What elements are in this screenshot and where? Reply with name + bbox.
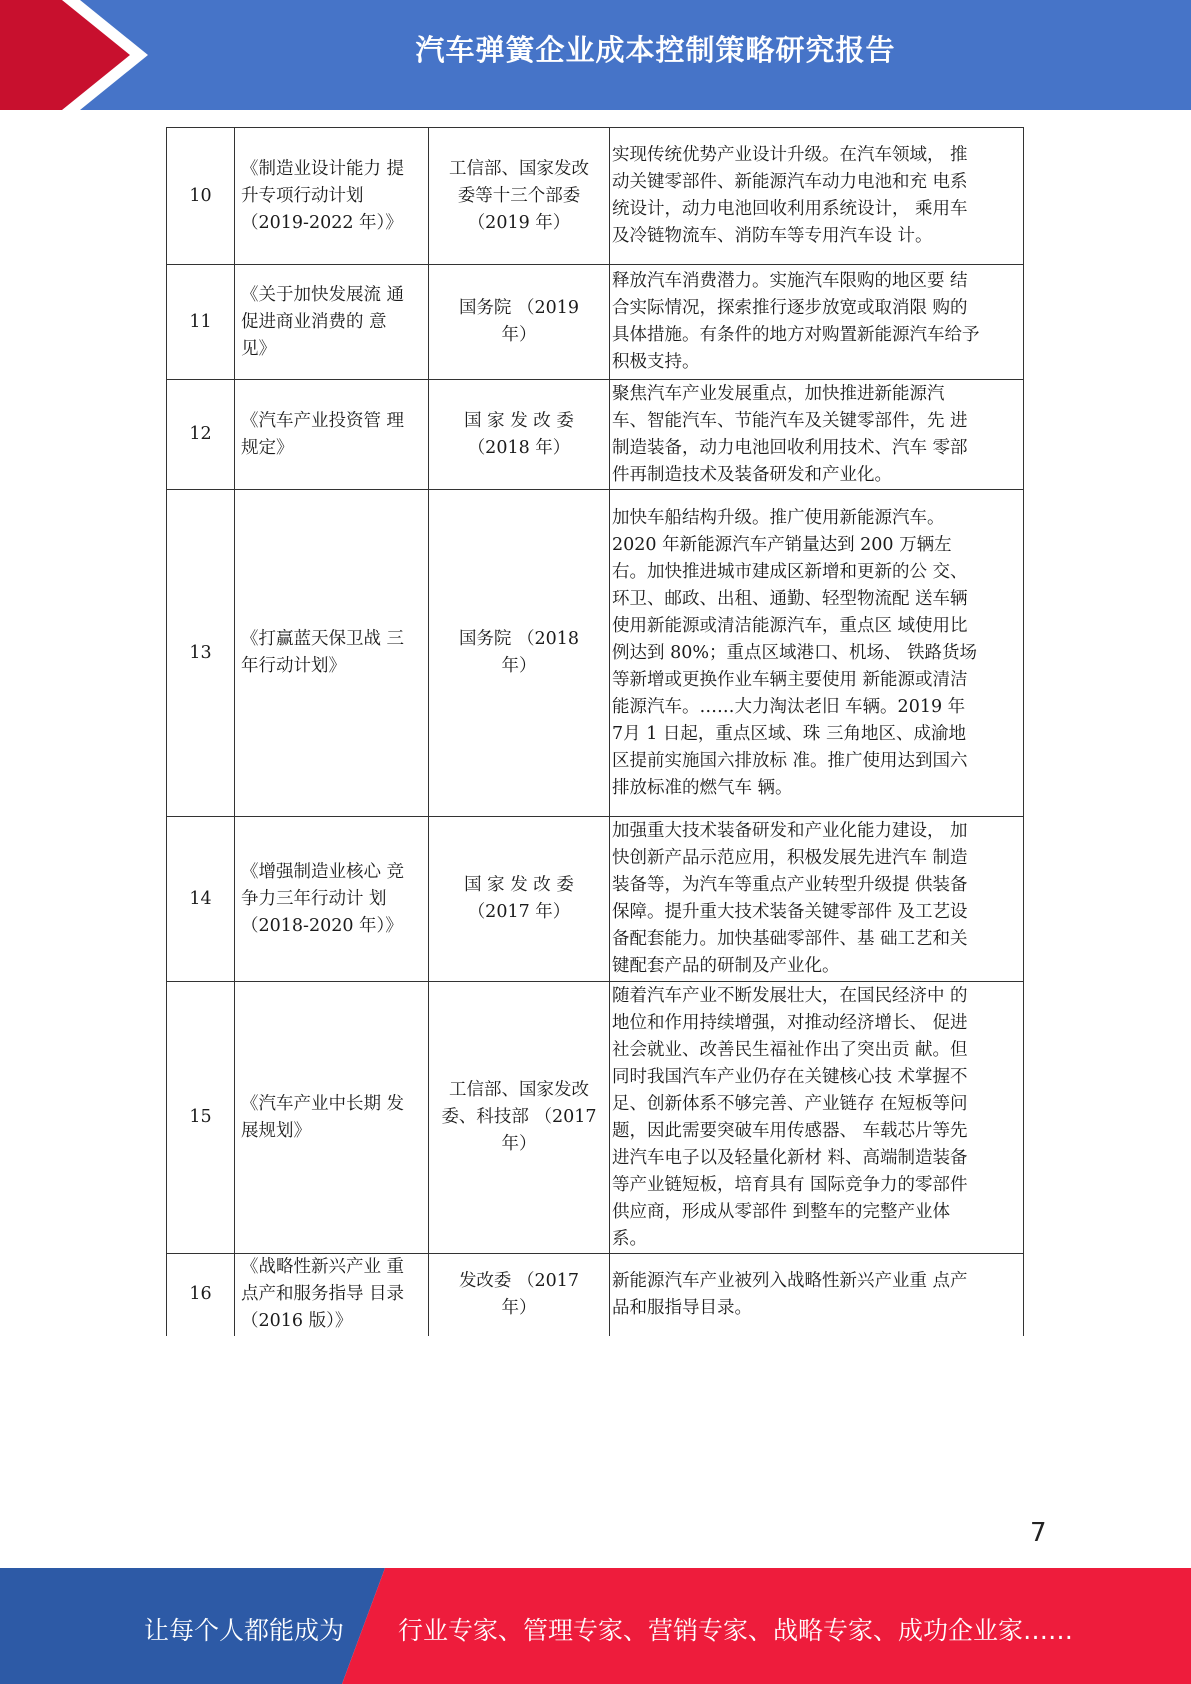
policy-content-cell-line: 进汽车电子以及轻量化新材 料、高端制造装备 xyxy=(612,1147,968,1168)
policy-document-cell-line: 《打赢蓝天保卫战 三 xyxy=(241,629,405,649)
policy-document-cell-line: 规定》 xyxy=(241,437,294,458)
table-row xyxy=(167,128,1024,265)
policy-document-cell-line: 《增强制造业核心 竞 xyxy=(241,861,405,882)
policy-content-cell-line: 释放汽车消费潜力。实施汽车限购的地区要 结 xyxy=(612,271,968,291)
issuing-authority-cell-line: 发改委 （2017 xyxy=(458,1270,580,1291)
row-number-cell: 10 xyxy=(167,128,235,265)
policy-content-cell-line: 等产业链短板，培育具有 国际竞争力的零部件 xyxy=(612,1174,968,1195)
policy-content-cell-line: 及冷链物流车、消防车等专用汽车设 计。 xyxy=(612,226,933,246)
policy-content-cell-line: 7月 1 日起，重点区域、珠 三角地区、成渝地 xyxy=(612,723,966,744)
policy-content-cell xyxy=(610,817,1024,982)
issuing-authority-cell xyxy=(429,1254,610,1336)
policy-document-cell-line: 《制造业设计能力 提 xyxy=(241,158,405,179)
policy-content-cell-line: 供应商，形成从零部件 到整车的完整产业体 xyxy=(612,1201,951,1222)
policy-table-container xyxy=(166,127,1024,1336)
issuing-authority-cell-line: 国务院 （2018 xyxy=(458,629,580,649)
policy-document-cell xyxy=(235,982,429,1254)
row-number-cell: 14 xyxy=(167,817,235,982)
row-number-cell: 15 xyxy=(167,982,235,1254)
issuing-authority-cell xyxy=(429,380,610,490)
policy-document-cell-line: 促进商业消费的 意 xyxy=(241,311,387,332)
policy-document-cell-line: （2019-2022 年）》 xyxy=(241,212,403,233)
policy-content-cell xyxy=(610,982,1024,1254)
policy-content-cell-line: 动关键零部件、新能源汽车动力电池和充 电系 xyxy=(612,172,968,192)
footer-slogan-right: 行业专家、管理专家、营销专家、战略专家、成功企业家…… xyxy=(398,1616,1074,1645)
row-number-cell: 12 xyxy=(167,380,235,490)
issuing-authority-cell-line: 工信部、国家发改 xyxy=(449,1080,589,1100)
issuing-authority-cell-line: 委、科技部 （2017 xyxy=(441,1107,597,1127)
policy-content-cell-line: 加快车船结构升级。推广使用新能源汽车。 xyxy=(612,507,945,528)
policy-content-cell-line: 题，因此需要突破车用传感器、 车载芯片等先 xyxy=(612,1120,968,1141)
policy-content-cell xyxy=(610,380,1024,490)
issuing-authority-cell xyxy=(429,128,610,265)
issuing-authority-cell-line: 国务院 （2019 xyxy=(458,298,580,318)
policy-content-cell-line: 积极支持。 xyxy=(612,352,700,372)
policy-content-cell-line: 右。加快推进城市建成区新增和更新的公 交、 xyxy=(612,561,968,582)
policy-content-cell-line: 快创新产品示范应用，积极发展先进汽车 制造 xyxy=(612,848,968,868)
policy-document-cell-line: 《关于加快发展流 通 xyxy=(241,284,405,305)
issuing-authority-cell xyxy=(429,817,610,982)
table-row xyxy=(167,982,1024,1254)
table-row xyxy=(167,1254,1024,1336)
report-title: 汽车弹簧企业成本控制策略研究报告 xyxy=(415,33,896,67)
issuing-authority-cell-line: 年） xyxy=(501,1134,537,1154)
row-number-cell: 11 xyxy=(167,265,235,380)
policy-content-cell xyxy=(610,265,1024,380)
issuing-authority-cell-line: 国 家 发 改 委 xyxy=(464,875,574,895)
policy-document-cell xyxy=(235,1254,429,1336)
page-footer xyxy=(0,1568,1191,1684)
issuing-authority-cell-line: 工信部、国家发改 xyxy=(449,158,589,179)
policy-content-cell-line: 车、智能汽车、节能汽车及关键零部件，先 进 xyxy=(612,410,968,431)
table-row xyxy=(167,380,1024,490)
page-number: 7 xyxy=(1030,1518,1047,1548)
table-row xyxy=(167,817,1024,982)
policy-document-cell-line: （2018-2020 年）》 xyxy=(241,915,403,936)
policy-content-cell-line: 环卫、邮政、出租、通勤、轻型物流配 送车辆 xyxy=(612,588,968,609)
policy-content-cell-line: 同时我国汽车产业仍存在关键核心技 术掌握不 xyxy=(612,1066,968,1087)
policy-document-cell-line: 展规划》 xyxy=(241,1120,311,1141)
policy-document-cell-line: 年行动计划》 xyxy=(241,656,346,676)
table-row xyxy=(167,490,1024,817)
policy-document-cell-line: 争力三年行动计 划 xyxy=(241,888,387,909)
policy-document-cell xyxy=(235,128,429,265)
policy-document-cell-line: 见》 xyxy=(241,338,276,359)
policy-content-cell-line: 使用新能源或清洁能源汽车，重点区 域使用比 xyxy=(612,615,968,636)
policy-content-cell-line: 随着汽车产业不断发展壮大，在国民经济中 的 xyxy=(612,985,968,1006)
issuing-authority-cell-line: （2017 年） xyxy=(467,902,571,922)
policy-content-cell-line: 备配套能力。加快基础零部件、基 础工艺和关 xyxy=(612,929,968,949)
issuing-authority-cell-line: 年） xyxy=(501,1297,537,1318)
policy-document-cell xyxy=(235,265,429,380)
issuing-authority-cell xyxy=(429,982,610,1254)
policy-document-cell xyxy=(235,817,429,982)
policy-content-cell-line: 保障。提升重大技术装备关键零部件 及工艺设 xyxy=(612,902,968,922)
policy-content-cell-line: 足、创新体系不够完善、产业链存 在短板等问 xyxy=(612,1093,968,1114)
policy-document-cell-line: 《汽车产业中长期 发 xyxy=(241,1093,405,1114)
policy-table xyxy=(166,127,1024,1336)
policy-content-cell-line: 能源汽车。……大力淘汰老旧 车辆。2019 年 xyxy=(612,696,966,717)
row-number-cell: 13 xyxy=(167,490,235,817)
policy-document-cell-line: （2016 版）》 xyxy=(241,1311,353,1332)
policy-content-cell-line: 地位和作用持续增强，对推动经济增长、 促进 xyxy=(612,1012,968,1033)
issuing-authority-cell-line: 年） xyxy=(501,325,537,345)
policy-content-cell-line: 品和服指导目录。 xyxy=(612,1297,752,1318)
policy-document-cell-line: 《战略性新兴产业 重 xyxy=(241,1257,405,1278)
policy-content-cell-line: 新能源汽车产业被列入战略性新兴产业重 点产 xyxy=(612,1270,968,1291)
policy-content-cell-line: 加强重大技术装备研发和产业化能力建设， 加 xyxy=(612,821,968,841)
policy-content-cell-line: 2020 年新能源汽车产销量达到 200 万辆左 xyxy=(612,534,952,555)
policy-content-cell xyxy=(610,1254,1024,1336)
policy-content-cell-line: 排放标准的燃气车 辆。 xyxy=(612,777,793,798)
issuing-authority-cell-line: 年） xyxy=(501,656,537,676)
table-row xyxy=(167,265,1024,380)
footer-slogan-left: 让每个人都能成为 xyxy=(144,1616,345,1645)
policy-document-cell-line: 升专项行动计划 xyxy=(241,185,364,206)
policy-content-cell xyxy=(610,490,1024,817)
policy-content-cell-line: 例达到 80%；重点区域港口、机场、 铁路货场 xyxy=(612,642,978,663)
policy-document-cell-line: 《汽车产业投资管 理 xyxy=(241,410,405,431)
issuing-authority-cell-line: （2018 年） xyxy=(467,437,571,458)
policy-content-cell-line: 等新增或更换作业车辆主要使用 新能源或清洁 xyxy=(612,669,968,690)
policy-content-cell-line: 实现传统优势产业设计升级。在汽车领域， 推 xyxy=(612,145,968,165)
policy-document-cell xyxy=(235,490,429,817)
issuing-authority-cell-line: 国 家 发 改 委 xyxy=(464,410,574,431)
issuing-authority-cell xyxy=(429,490,610,817)
issuing-authority-cell-line: 委等十三个部委 xyxy=(457,185,581,206)
policy-document-cell-line: 点产和服务指导 目录 xyxy=(241,1284,405,1305)
policy-content-cell-line: 键配套产品的研制及产业化。 xyxy=(612,956,840,976)
issuing-authority-cell xyxy=(429,265,610,380)
policy-content-cell-line: 件再制造技术及装备研发和产业化。 xyxy=(612,464,892,485)
policy-content-cell-line: 合实际情况，探索推行逐步放宽或取消限 购的 xyxy=(612,298,968,318)
policy-content-cell-line: 系。 xyxy=(612,1228,647,1249)
policy-content-cell-line: 制造装备，动力电池回收利用技术、汽车 零部 xyxy=(612,437,968,458)
issuing-authority-cell-line: （2019 年） xyxy=(467,212,571,233)
policy-content-cell-line: 具体措施。有条件的地方对购置新能源汽车给予 xyxy=(612,325,980,345)
policy-content-cell-line: 统设计，动力电池回收利用系统设计， 乘用车 xyxy=(612,199,968,219)
policy-content-cell-line: 装备等，为汽车等重点产业转型升级提 供装备 xyxy=(612,875,968,895)
policy-content-cell xyxy=(610,128,1024,265)
policy-content-cell-line: 区提前实施国六排放标 准。推广使用达到国六 xyxy=(612,750,968,771)
row-number-cell: 16 xyxy=(167,1254,235,1336)
policy-content-cell-line: 聚焦汽车产业发展重点，加快推进新能源汽 xyxy=(612,383,945,404)
policy-document-cell xyxy=(235,380,429,490)
page-header xyxy=(0,0,1191,110)
policy-content-cell-line: 社会就业、改善民生福祉作出了突出贡 献。但 xyxy=(612,1039,968,1060)
